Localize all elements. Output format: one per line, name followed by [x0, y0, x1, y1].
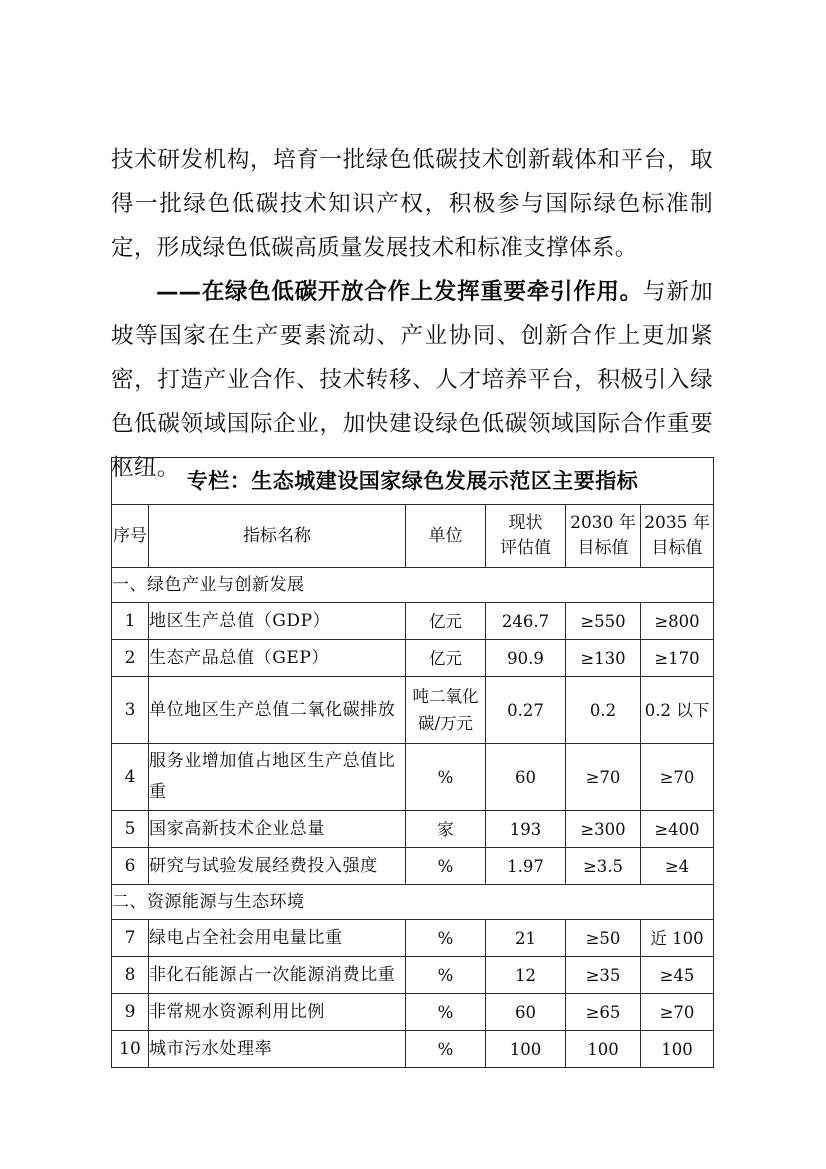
paragraph-1-text: 技术研发机构，培育一批绿色低碳技术创新载体和平台，取得一批绿色低碳技术知识产权，积极参与国际绿色标准制定，形成绿色低碳高质量发展技术和标准支撑体系。	[111, 147, 713, 261]
row-2030: ≥35	[566, 957, 641, 994]
row-no: 2	[112, 640, 149, 677]
row-unit: 亿元	[406, 640, 486, 677]
header-2030-line2: 目标值	[577, 538, 629, 558]
table-row	[112, 957, 714, 994]
header-2035-target	[641, 505, 714, 568]
row-2030: ≥50	[566, 920, 641, 957]
row-unit: %	[406, 848, 486, 885]
row-current: 246.7	[486, 603, 566, 640]
row-2030: 100	[566, 1031, 641, 1068]
table-row	[112, 640, 714, 677]
table-row	[112, 994, 714, 1031]
row-indicator-name: 国家高新技术企业总量	[149, 811, 406, 848]
row-2035: ≥4	[641, 848, 714, 885]
row-indicator-name: 单位地区生产总值二氧化碳排放	[149, 677, 406, 744]
row-2035: 0.2 以下	[641, 677, 714, 744]
row-2035: ≥45	[641, 957, 714, 994]
header-indicator-name: 指标名称	[149, 505, 406, 568]
table-row	[112, 744, 714, 811]
header-2035-line1: 2035 年	[644, 513, 710, 533]
table-row	[112, 603, 714, 640]
row-2035: ≥70	[641, 744, 714, 811]
row-no: 3	[112, 677, 149, 744]
header-2035-line2: 目标值	[651, 538, 703, 558]
row-2030: ≥3.5	[566, 848, 641, 885]
row-unit: 亿元	[406, 603, 486, 640]
row-2035: ≥70	[641, 994, 714, 1031]
row-no: 1	[112, 603, 149, 640]
header-current-value	[486, 505, 566, 568]
header-2030-target	[566, 505, 641, 568]
row-no: 9	[112, 994, 149, 1031]
row-2030: ≥300	[566, 811, 641, 848]
table-title-row	[112, 458, 714, 505]
row-2035: 近 100	[641, 920, 714, 957]
row-unit: %	[406, 994, 486, 1031]
row-indicator-name: 非化石能源占一次能源消费比重	[149, 957, 406, 994]
indicator-table-wrapper	[111, 457, 713, 1068]
paragraph-2-lead: ——在绿色低碳开放合作上发挥重要牵引作用。	[156, 279, 643, 305]
row-2035: ≥170	[641, 640, 714, 677]
row-current: 193	[486, 811, 566, 848]
row-2035: ≥800	[641, 603, 714, 640]
row-current: 0.27	[486, 677, 566, 744]
body-text-block	[111, 138, 713, 490]
paragraph-2-text: 与新加坡等国家在生产要素流动、产业协同、创新合作上更加紧密，打造产业合作、技术转移、人才培养平台，积极引入绿色低碳领域国际企业，加快建设绿色低碳领域国际合作重要枢纽。	[111, 279, 713, 481]
row-2030: ≥550	[566, 603, 641, 640]
row-no: 6	[112, 848, 149, 885]
paragraph-1	[111, 138, 713, 270]
section-row	[112, 568, 714, 603]
row-2035: 100	[641, 1031, 714, 1068]
row-unit	[406, 677, 486, 744]
section-row	[112, 885, 714, 920]
row-current: 60	[486, 744, 566, 811]
indicator-table	[111, 457, 714, 1068]
row-indicator-name: 城市污水处理率	[149, 1031, 406, 1068]
header-current-line2: 评估值	[500, 538, 551, 558]
row-2030: ≥70	[566, 744, 641, 811]
row-indicator-name: 服务业增加值占地区生产总值比重	[149, 744, 406, 811]
table-row	[112, 1031, 714, 1068]
row-indicator-name: 研究与试验发展经费投入强度	[149, 848, 406, 885]
row-2035: ≥400	[641, 811, 714, 848]
row-no: 4	[112, 744, 149, 811]
section-label-1: 一、绿色产业与创新发展	[112, 568, 714, 603]
table-title: 专栏：生态城建设国家绿色发展示范区主要指标	[112, 458, 714, 505]
row-current: 90.9	[486, 640, 566, 677]
table-row	[112, 920, 714, 957]
row-unit: 家	[406, 811, 486, 848]
table-row	[112, 811, 714, 848]
header-current-line1: 现状	[508, 513, 543, 533]
row-indicator-name: 绿电占全社会用电量比重	[149, 920, 406, 957]
row-current: 100	[486, 1031, 566, 1068]
row-no: 8	[112, 957, 149, 994]
row-current: 12	[486, 957, 566, 994]
header-2030-line1: 2030 年	[570, 513, 636, 533]
row-unit: %	[406, 1031, 486, 1068]
row-unit: %	[406, 744, 486, 811]
header-no: 序号	[112, 505, 149, 568]
row-current: 60	[486, 994, 566, 1031]
row-2030: 0.2	[566, 677, 641, 744]
row-unit-line2: 碳/万元	[417, 714, 474, 733]
row-no: 7	[112, 920, 149, 957]
row-2030: ≥65	[566, 994, 641, 1031]
table-row	[112, 677, 714, 744]
table-header-row	[112, 505, 714, 568]
row-current: 1.97	[486, 848, 566, 885]
row-no: 5	[112, 811, 149, 848]
row-no: 10	[112, 1031, 149, 1068]
row-current: 21	[486, 920, 566, 957]
row-indicator-name: 地区生产总值（GDP）	[149, 603, 406, 640]
row-indicator-name: 非常规水资源利用比例	[149, 994, 406, 1031]
table-row	[112, 848, 714, 885]
row-unit-line1: 吨二氧化	[412, 687, 479, 706]
row-unit: %	[406, 920, 486, 957]
row-unit: %	[406, 957, 486, 994]
header-unit: 单位	[406, 505, 486, 568]
row-2030: ≥130	[566, 640, 641, 677]
section-label-2: 二、资源能源与生态环境	[112, 885, 714, 920]
row-indicator-name: 生态产品总值（GEP）	[149, 640, 406, 677]
